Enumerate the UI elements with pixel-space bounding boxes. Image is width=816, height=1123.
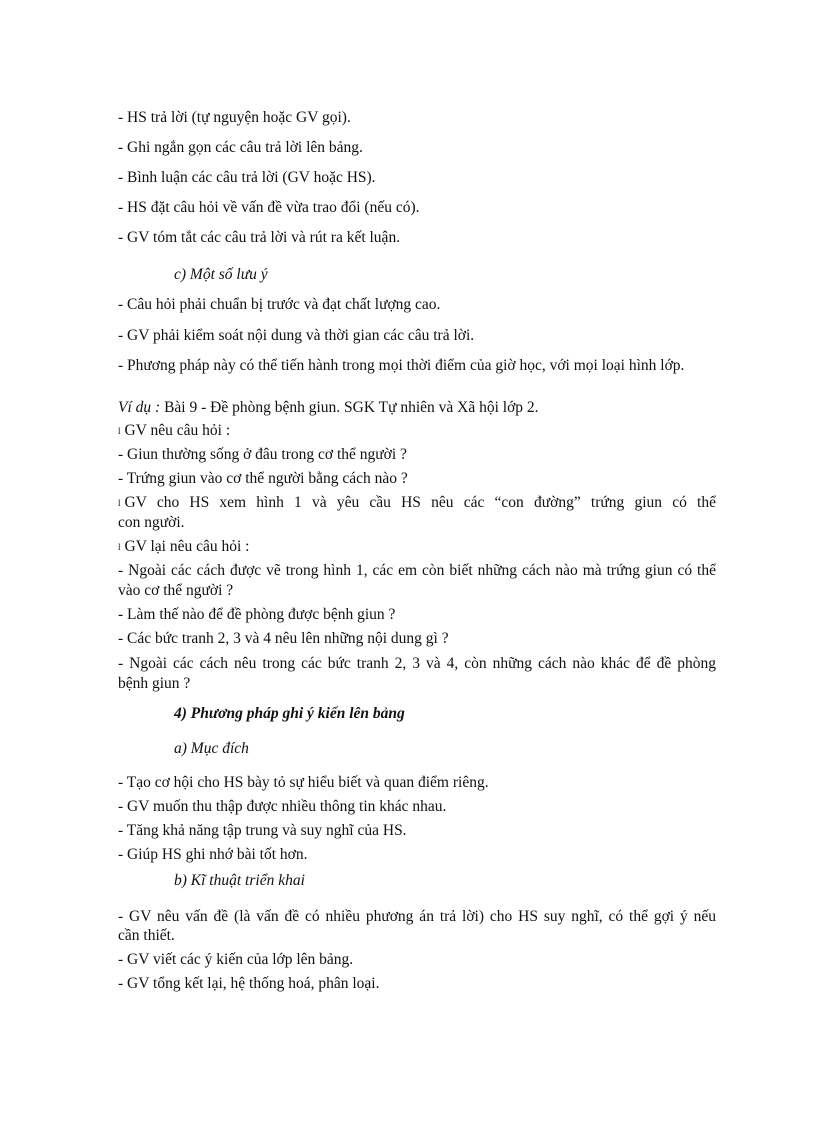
- text-line: - Tạo cơ hội cho HS bày tỏ sự hiểu biết và quan điểm riêng.: [118, 774, 489, 791]
- example-label: Ví dụ :: [118, 399, 161, 416]
- text-line: - Giun thường sống ở đâu trong cơ thể người ?: [118, 446, 407, 463]
- section-heading: b) Kĩ thuật triển khai: [174, 872, 305, 889]
- text-line: vào cơ thể người ?: [118, 582, 234, 599]
- text-line: - HS đặt câu hỏi về vấn đề vừa trao đổi (nếu có).: [118, 199, 420, 216]
- text-line: - Câu hỏi phải chuẩn bị trước và đạt chất lượng cao.: [118, 296, 441, 313]
- text-line: bệnh giun ?: [118, 675, 191, 692]
- section-heading: c) Một số lưu ý: [174, 266, 268, 283]
- text-line: - GV viết các ý kiến của lớp lên bảng.: [118, 951, 354, 968]
- section-heading: 4) Phương pháp ghi ý kiến lên bảng: [174, 705, 405, 722]
- text-line: - GV tóm tắt các câu trả lời và rút ra kết luận.: [118, 229, 401, 246]
- bullet-icon: l: [118, 426, 121, 437]
- text-line: - Bình luận các câu trả lời (GV hoặc HS).: [118, 169, 376, 186]
- bullet-icon: l: [118, 498, 121, 509]
- section-heading: a) Mục đích: [174, 740, 249, 757]
- example-line: [118, 399, 539, 417]
- text-line: - GV muốn thu thập được nhiều thông tin khác nhau.: [118, 798, 447, 815]
- text-line: - Ngoài các cách nêu trong các bức tranh 2, 3 và 4, còn những cách nào khác để đề phòng: [118, 655, 716, 672]
- text-line: - Tăng khả năng tập trung và suy nghĩ của HS.: [118, 822, 407, 839]
- bullet-text: GV lại nêu câu hỏi :: [124, 538, 250, 555]
- text-line: - Ghi ngắn gọn các câu trả lời lên bảng.: [118, 139, 363, 156]
- text-line: con người.: [118, 514, 185, 531]
- text-line: - HS trả lời (tự nguyện hoặc GV gọi).: [118, 109, 351, 126]
- text-line: - GV nêu vấn đề (là vấn đề có nhiều phương án trả lời) cho HS suy nghĩ, có thể gợi ý nếu: [118, 908, 716, 925]
- text-line: cần thiết.: [118, 927, 175, 944]
- text-line: - Làm thế nào để đề phòng được bệnh giun ?: [118, 606, 396, 623]
- text-line: - Phương pháp này có thể tiến hành trong mọi thời điểm của giờ học, với mọi loại hình lớp.: [118, 357, 685, 374]
- bullet-line: [118, 538, 250, 556]
- bullet-icon: l: [118, 542, 121, 553]
- bullet-line: [118, 422, 230, 440]
- text-line: - Các bức tranh 2, 3 và 4 nêu lên những nội dung gì ?: [118, 630, 449, 647]
- text-line: - GV phải kiểm soát nội dung và thời gian các câu trả lời.: [118, 327, 475, 344]
- text-line: - GV tổng kết lại, hệ thống hoá, phân loại.: [118, 975, 380, 992]
- bullet-text: GV cho HS xem hình 1 và yêu cầu HS nêu các “con đường” trứng giun có thể: [124, 494, 716, 511]
- bullet-text: GV nêu câu hỏi :: [124, 422, 231, 439]
- example-text: Bài 9 - Đề phòng bệnh giun. SGK Tự nhiên và Xã hội lớp 2.: [160, 399, 539, 416]
- text-line: - Trứng giun vào cơ thể người bằng cách nào ?: [118, 470, 408, 487]
- text-line: - Giúp HS ghi nhớ bài tốt hơn.: [118, 846, 308, 863]
- bullet-line: [118, 494, 716, 512]
- text-line: - Ngoài các cách được vẽ trong hình 1, các em còn biết những cách nào mà trứng giun có thể: [118, 562, 716, 579]
